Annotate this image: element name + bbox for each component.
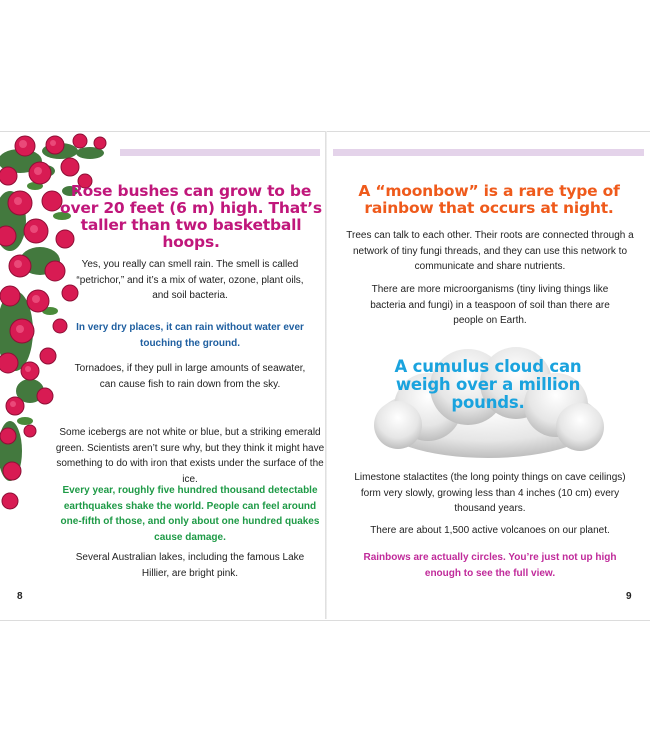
right-fact-stalactites: Limestone stalactites (the long pointy things on cave ceilings) form very slowly, growing less than 4 inches (10 cm) every thousand years. [354,472,626,514]
left-fact-pink-lakes: Several Australian lakes, including the famous Lake Hillier, are bright pink. [75,552,305,579]
right-highlight-rainbows: Rainbows are actually circles. You’re just not up high enough to see the full view. [363,552,617,579]
left-highlight-dry-rain: In very dry places, it can rain without water ever touching the ground. [76,322,304,349]
cloud-fact: A cumulus cloud can weigh over a million pounds. [394,357,582,412]
left-fact-icebergs: Some icebergs are not white or blue, but a striking emerald green. Scientists aren’t sure why, but they think it might have something to do with iron that exists under the surface of the ice. [55,427,325,485]
page-number-left: 8 [17,591,23,602]
page-gutter [325,131,327,619]
left-highlight-earthquakes: Every year, roughly five hundred thousand detectable earthquakes shake the world. People can feel around one-fifth of those, and only about one hundred quakes cause damage. [60,485,320,543]
page-number-right: 9 [626,591,632,602]
left-fact-tornadoes: Tornadoes, if they pull in large amounts of seawater, can cause fish to rain down from the sky. [74,363,306,390]
right-page-heading: A “moonbow” is a rare type of rainbow that occurs at night. [358,182,620,217]
right-fact-volcanoes: There are about 1,500 active volcanoes on our planet. [370,525,610,536]
right-page-stripe [333,149,644,156]
right-fact-trees: Trees can talk to each other. Their roots are connected through a network of tiny fungi threads, and they can use this network to communicate and share nutrients. [346,230,634,272]
left-fact-petrichor: Yes, you really can smell rain. The smell is called “petrichor,” and it’s a mix of water, ozone, plant oils, and soil bacteria. [76,259,304,301]
right-fact-microorganisms: There are more microorganisms (tiny living things like bacteria and fungi) in a teaspoon of soil than there are people on Earth. [370,284,610,326]
left-page-stripe [120,149,320,156]
left-page-heading: Rose bushes can grow to be over 20 feet (6 m) high. That’s taller than two basketball hoops. [60,182,322,251]
